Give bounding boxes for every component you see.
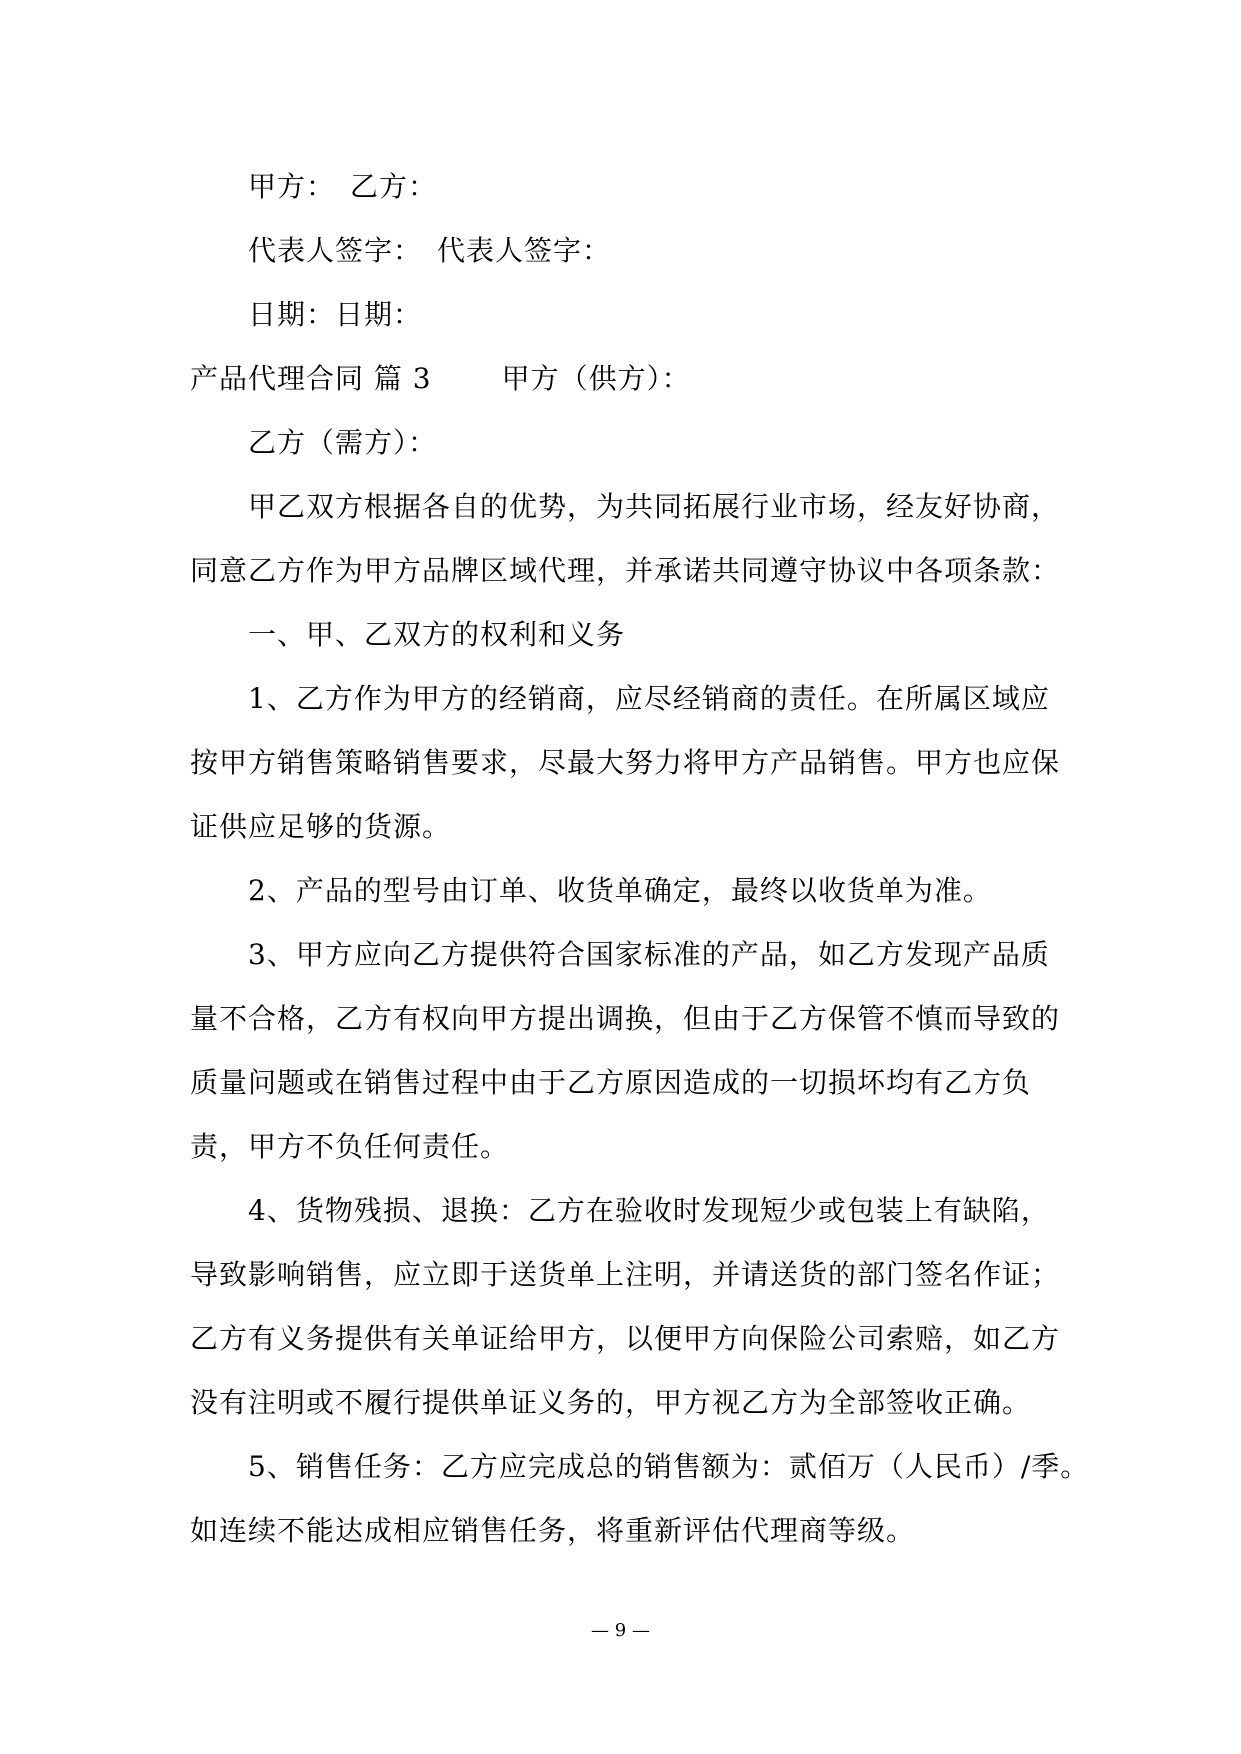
signature-representative-line: 代表人签字： 代表人签字：	[248, 234, 612, 267]
clause-3-line-2: 量不合格，乙方有权向甲方提出调换，但由于乙方保管不慎而导致的	[190, 1002, 1061, 1035]
intro-paragraph-line-2: 同意乙方作为甲方品牌区域代理，并承诺共同遵守协议中各项条款：	[190, 554, 1061, 587]
clause-2-line-1: 2、产品的型号由订单、收货单确定，最终以收货单为准。	[248, 874, 992, 907]
contract-party-a: 甲方（供方）：	[501, 362, 691, 395]
clause-3-line-3: 质量问题或在销售过程中由于乙方原因造成的一切损坏均有乙方负	[190, 1066, 1032, 1099]
clause-4-line-3: 乙方有义务提供有关单证给甲方，以便甲方向保险公司索赔，如乙方	[190, 1322, 1061, 1355]
contract-title: 产品代理合同 篇 3	[190, 362, 432, 395]
clause-1-line-1: 1、乙方作为甲方的经销商，应尽经销商的责任。在所属区域应	[248, 682, 1050, 715]
clause-4-line-4: 没有注明或不履行提供单证义务的，甲方视乙方为全部签收正确。	[190, 1386, 1032, 1419]
clause-3-line-1: 3、甲方应向乙方提供符合国家标准的产品，如乙方发现产品质	[248, 938, 1050, 971]
intro-paragraph-line-1: 甲乙双方根据各自的优势，为共同拓展行业市场，经友好协商，	[248, 490, 1061, 523]
contract-heading	[190, 347, 1060, 411]
clause-1-line-2: 按甲方销售策略销售要求，尽最大努力将甲方产品销售。甲方也应保	[190, 746, 1061, 779]
page-number: — 9 —	[591, 1620, 650, 1641]
clause-4-line-2: 导致影响销售，应立即于送货单上注明，并请送货的部门签名作证；	[190, 1258, 1061, 1291]
clause-5-line-2: 如连续不能达成相应销售任务，将重新评估代理商等级。	[190, 1514, 916, 1547]
clause-3-line-4: 责，甲方不负任何责任。	[190, 1130, 510, 1163]
signature-date-line: 日期：日期：	[248, 298, 423, 331]
document-body	[190, 155, 1090, 1563]
signature-party-line: 甲方： 乙方：	[248, 170, 438, 203]
clause-1-line-3: 证供应足够的货源。	[190, 810, 452, 843]
section-1-heading: 一、甲、乙双方的权利和义务	[248, 618, 626, 651]
clause-4-line-1: 4、货物残损、退换：乙方在验收时发现短少或包装上有缺陷，	[248, 1194, 1050, 1227]
contract-party-b: 乙方（需方）：	[248, 426, 438, 459]
clause-5-line-1: 5、销售任务：乙方应完成总的销售额为：贰佰万（人民币）/季。	[248, 1450, 1090, 1483]
